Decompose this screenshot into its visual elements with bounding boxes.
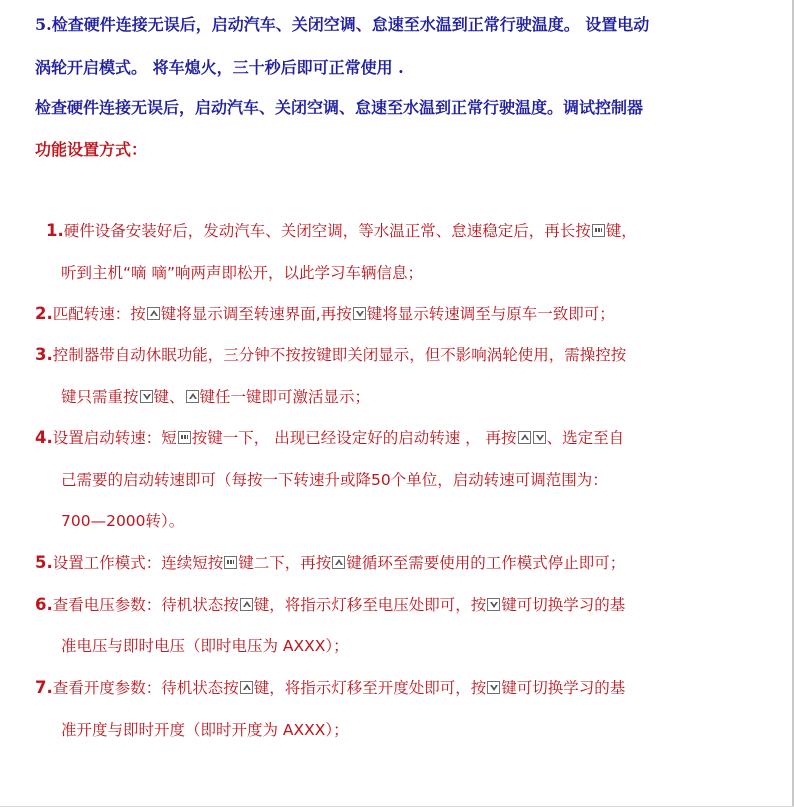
intro-line-3: 检查硬件连接无误后，启动汽车、关闭空调、怠速至水温到正常行驶温度。调试控制器 bbox=[35, 98, 644, 117]
step-4-line-1 bbox=[35, 426, 624, 448]
step-5-line-1 bbox=[35, 551, 625, 573]
step-1-text-a: 硬件设备安装好后，发动汽车、关闭空调，等水温正常、怠速稳定后，再长按 bbox=[63, 222, 591, 240]
down-key-icon bbox=[487, 598, 500, 611]
step-6-number: 6. bbox=[35, 595, 53, 614]
step-7-text-b: 键，将指示灯移至开度处即可，按 bbox=[253, 679, 487, 697]
step-3-text-d: 键任一键即可激活显示； bbox=[199, 388, 371, 406]
up-key-icon bbox=[518, 431, 531, 444]
set-key-icon bbox=[592, 224, 605, 237]
step-6-text-c: 键可切换学习的基 bbox=[501, 596, 626, 614]
down-key-icon bbox=[487, 681, 500, 694]
step-3-text-a: 控制器带自动休眠功能，三分钟不按按键即关闭显示，但不影响涡轮使用，需操控按 bbox=[52, 346, 627, 364]
step-1-line-1 bbox=[46, 219, 637, 241]
step-6-text-b: 键，将指示灯移至电压处即可，按 bbox=[253, 596, 487, 614]
step-4-text-b: 按键一下， 出现已经设定好的启动转速 ， 再按 bbox=[191, 429, 517, 447]
step-3-number: 3. bbox=[35, 345, 53, 364]
step-1-line-2: 听到主机“嘀 嘀”响两声即松开，以此学习车辆信息； bbox=[61, 264, 423, 282]
step-2-text-a: 匹配转速：按 bbox=[52, 305, 146, 323]
step-6-line-1 bbox=[35, 593, 625, 615]
up-key-icon bbox=[147, 307, 160, 320]
step-3-line-2 bbox=[61, 385, 370, 407]
step-4-number: 4. bbox=[35, 428, 53, 447]
step-4-line-3: 700—2000转）。 bbox=[61, 512, 185, 530]
step-3-line-1 bbox=[35, 343, 626, 365]
step-7-text-c: 键可切换学习的基 bbox=[501, 679, 626, 697]
set-key-icon bbox=[178, 431, 191, 444]
step-5-text-a: 设置工作模式：连续短按 bbox=[52, 554, 224, 572]
intro-line-1: 5.检查硬件连接无误后，启动汽车、关闭空调、怠速至水温到正常行驶温度。 设置电动 bbox=[35, 15, 650, 34]
set-key-icon bbox=[224, 556, 237, 569]
down-key-icon bbox=[140, 390, 153, 403]
step-7-line-1 bbox=[35, 676, 625, 698]
step-3-text-b: 键只需重按 bbox=[61, 388, 139, 406]
intro-line-2: 涡轮开启模式。 将车熄火，三十秒后即可正常使用 . bbox=[35, 58, 404, 77]
step-2-number: 2. bbox=[35, 304, 53, 323]
step-2-line-1 bbox=[35, 302, 615, 324]
step-6-text-a: 查看电压参数：待机状态按 bbox=[52, 596, 239, 614]
step-2-text-b: 键将显示调至转速界面,再按 bbox=[160, 305, 352, 323]
step-7-text-a: 查看开度参数：待机状态按 bbox=[52, 679, 239, 697]
step-1-text-b: 键， bbox=[605, 222, 637, 240]
up-key-icon bbox=[240, 681, 253, 694]
up-key-icon bbox=[332, 556, 345, 569]
step-7-number: 7. bbox=[35, 678, 53, 697]
step-5-text-b: 键二下，再按 bbox=[238, 554, 332, 572]
step-7-line-2: 准开度与即时开度（即时开度为 AXXX）； bbox=[61, 721, 349, 739]
down-key-icon bbox=[533, 431, 546, 444]
step-5-text-c: 键循环至需要使用的工作模式停止即可； bbox=[346, 554, 626, 572]
step-6-line-2: 准电压与即时电压（即时电压为 AXXX）； bbox=[61, 637, 349, 655]
up-key-icon bbox=[240, 598, 253, 611]
step-4-text-c: 、选定至自 bbox=[546, 429, 625, 447]
step-4-line-2: 己需要的启动转速即可（每按一下转速升或降50个单位，启动转速可调范围为： bbox=[61, 471, 608, 489]
section-heading: 功能设置方式： bbox=[35, 140, 148, 159]
step-1-number: 1. bbox=[46, 221, 64, 240]
step-4-text-a: 设置启动转速：短 bbox=[52, 429, 177, 447]
step-5-number: 5. bbox=[35, 553, 53, 572]
step-3-text-c: 键、 bbox=[153, 388, 185, 406]
up-key-icon bbox=[186, 390, 199, 403]
step-2-text-c: 键将显示转速调至与原车一致即可； bbox=[366, 305, 615, 323]
down-key-icon bbox=[353, 307, 366, 320]
